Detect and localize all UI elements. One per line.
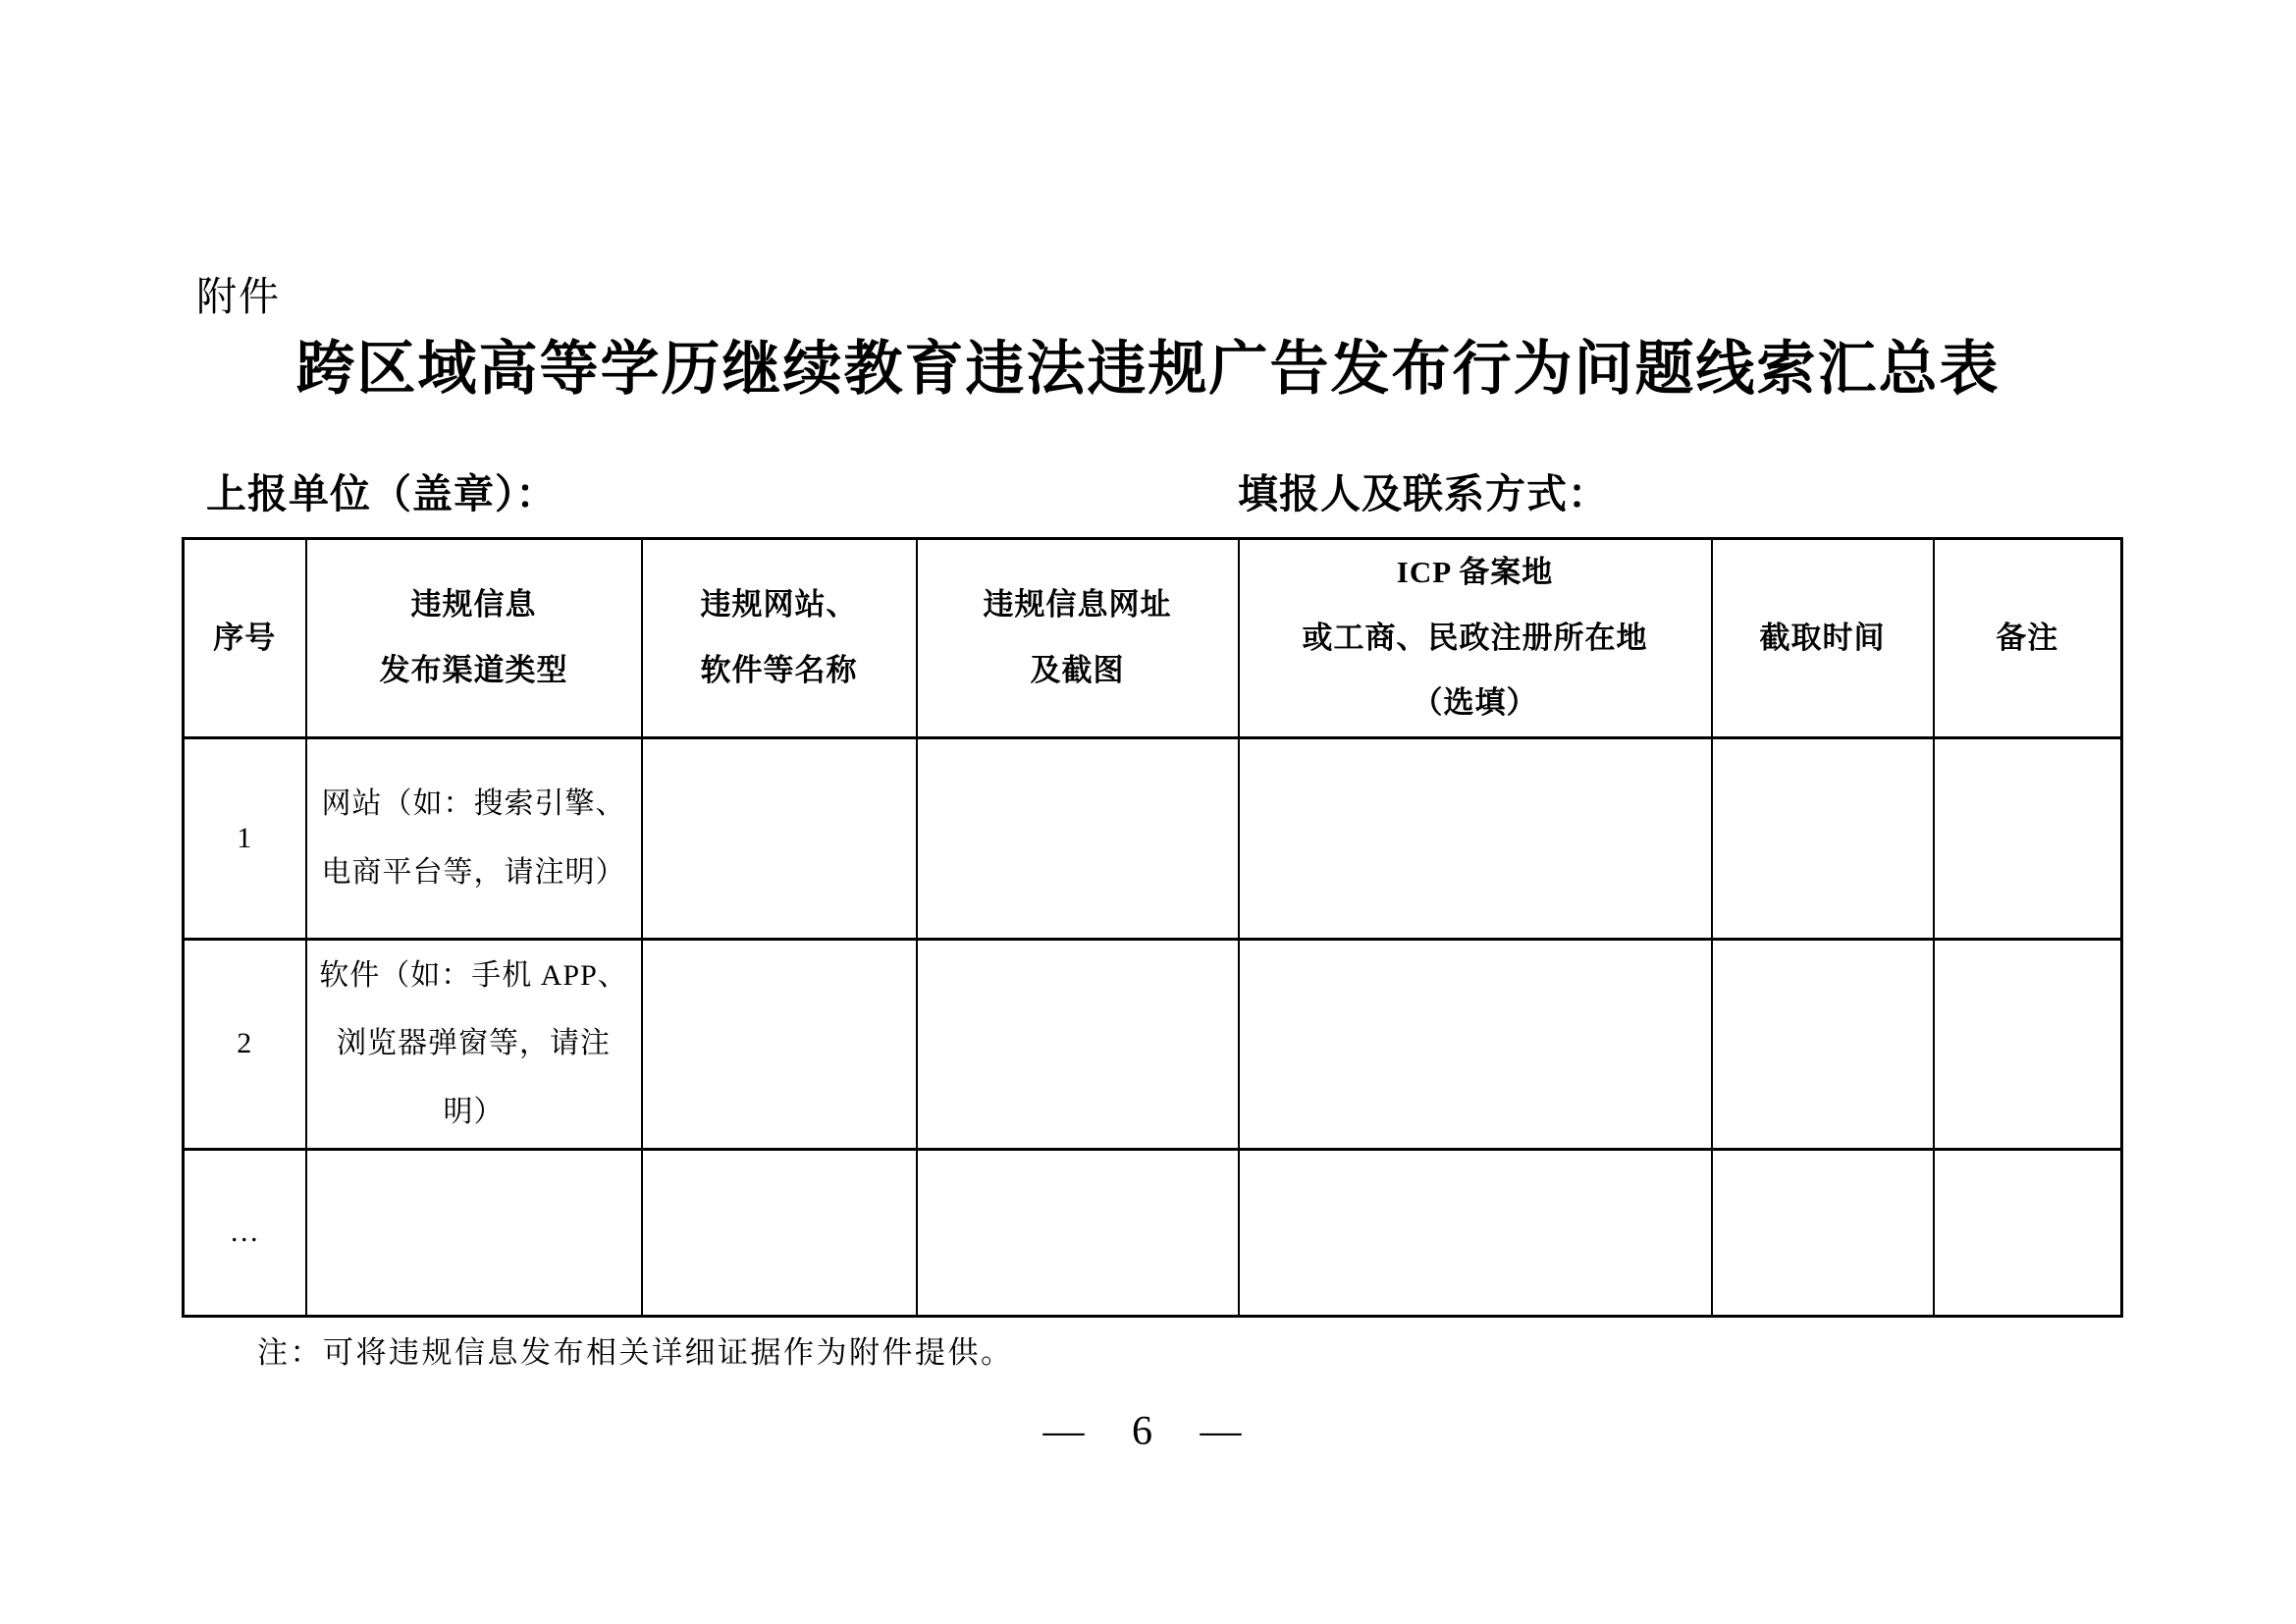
row3-time-cell	[1712, 1149, 1934, 1316]
row1-icp-cell	[1239, 737, 1712, 939]
row1-time-cell	[1712, 737, 1934, 939]
row3-serial-cell: …	[184, 1149, 306, 1316]
row2-name-cell	[642, 939, 917, 1149]
table-row	[184, 939, 2122, 1149]
header-cell-serial-number: 序号	[184, 539, 306, 738]
row2-remark-cell	[1934, 939, 2122, 1149]
header-cell-url-screenshot: 违规信息网址 及截图	[917, 539, 1239, 738]
row1-remark-cell	[1934, 737, 2122, 939]
summary-table	[182, 537, 2123, 1318]
row2-time-cell	[1712, 939, 1934, 1149]
table-row	[184, 1149, 2122, 1316]
header-cell-icp-registration: ICP 备案地 或工商、民政注册所在地 （选填）	[1239, 539, 1712, 738]
header-cell-capture-time: 截取时间	[1712, 539, 1934, 738]
row2-icp-cell	[1239, 939, 1712, 1149]
attachment-label: 附件	[196, 274, 281, 319]
row3-remark-cell	[1934, 1149, 2122, 1316]
row1-channel-cell: 网站（如：搜索引擎、 电商平台等，请注明）	[306, 737, 642, 939]
row3-channel-cell	[306, 1149, 642, 1316]
page-number: — 6 —	[1042, 1409, 1254, 1454]
header-cell-site-software-name: 违规网站、 软件等名称	[642, 539, 917, 738]
reporting-unit-label: 上报单位（盖章）：	[206, 471, 558, 516]
row1-url-cell	[917, 737, 1239, 939]
row1-serial-cell: 1	[184, 737, 306, 939]
row2-url-cell	[917, 939, 1239, 1149]
header-cell-remarks: 备注	[1934, 539, 2122, 738]
row3-name-cell	[642, 1149, 917, 1316]
table-note: 注：可将违规信息发布相关详细证据作为附件提供。	[257, 1335, 1014, 1370]
contact-person-label: 填报人及联系方式：	[1238, 471, 1609, 516]
table-header-row	[184, 539, 2122, 738]
row2-channel-cell: 软件（如：手机 APP、 浏览器弹窗等，请注 明）	[306, 939, 642, 1149]
page-title: 跨区域高等学历继续教育违法违规广告发布行为问题线索汇总表	[295, 337, 2001, 402]
row2-serial-cell: 2	[184, 939, 306, 1149]
row1-name-cell	[642, 737, 917, 939]
header-cell-channel-type: 违规信息 发布渠道类型	[306, 539, 642, 738]
row3-icp-cell	[1239, 1149, 1712, 1316]
table-row	[184, 737, 2122, 939]
row3-url-cell	[917, 1149, 1239, 1316]
